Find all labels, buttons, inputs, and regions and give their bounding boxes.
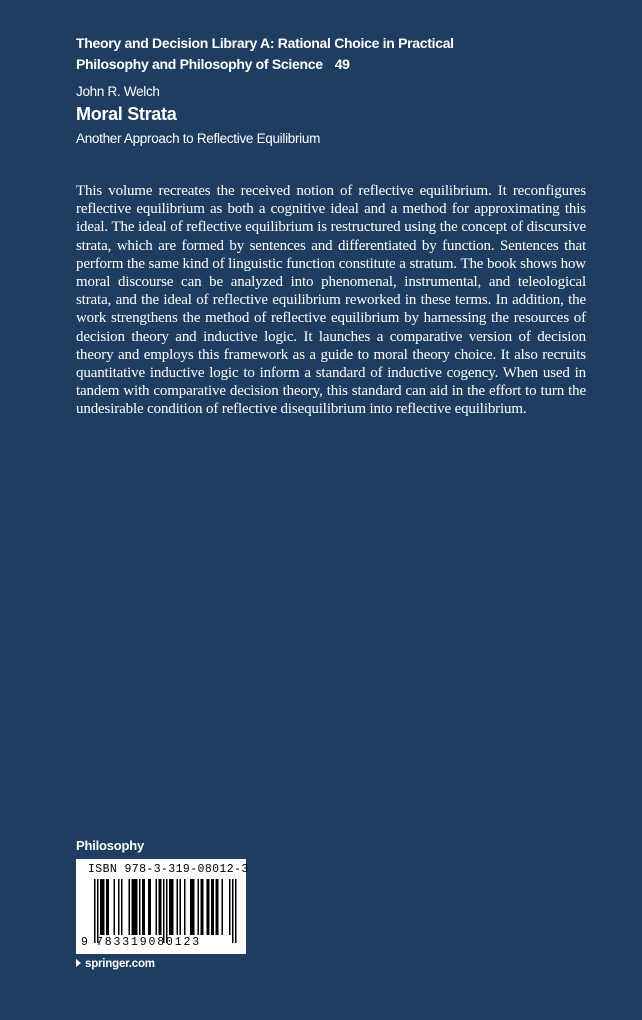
- barcode-bar: [132, 879, 134, 935]
- barcode-guard-bar: [166, 879, 168, 943]
- barcode-bar: [159, 879, 161, 935]
- barcode-guard-bar: [94, 879, 96, 943]
- barcode-bar: [133, 879, 135, 935]
- subject-category: Philosophy: [76, 838, 145, 853]
- barcode-bar: [114, 879, 116, 935]
- barcode-bar: [193, 879, 195, 935]
- series-info: [76, 33, 596, 75]
- barcode-bar: [213, 879, 215, 935]
- barcode-bar: [216, 879, 218, 935]
- barcode-bar: [160, 879, 162, 935]
- barcode-bar: [106, 879, 108, 935]
- author-name: John R. Welch: [76, 84, 160, 99]
- barcode-bar: [102, 879, 104, 935]
- barcode-bar: [118, 879, 120, 935]
- book-description: This volume recreates the received notion of reflective equilibrium. It reconfigures reflective equilibrium as both a cognitive ideal and a method for approximating this ideal. The ideal of reflective equilibrium is restructured using the concept of discursive strata, which are formed by sentences and differentiated by function. Sentences that perform the same kind of linguistic function constitute a stratum. The book shows how moral discourse can be analyzed into phenomenal, instrumental, and teleological strata, and the ideal of reflective equilibrium reworked in these terms. In addition, the work strengthens the method of reflective equilibrium by harnessing the resources of decision theory and inductive logic. It launches a comparative version of decision theory and employs this framework as a guide to moral theory choice. It also recruits quantitative inductive logic to inform a standard of inductive cogency. When used in tandem with comparative decision theory, this standard can aid in the effort to turn the undesirable condition of reflective disequilibrium into reflective equilibrium.: [76, 183, 586, 418]
- ean-first-digit: 9: [81, 936, 88, 949]
- barcode-bar: [121, 879, 123, 935]
- barcode-bar: [184, 879, 186, 935]
- barcode-guard-bar: [232, 879, 234, 943]
- barcode-bar: [190, 879, 192, 935]
- book-subtitle: Another Approach to Reflective Equilibrium: [76, 131, 321, 146]
- barcode-guard-bar: [163, 879, 165, 943]
- barcode-bar: [180, 879, 182, 935]
- series-name-line1: Theory and Decision Library A: Rational Choice in Practical: [76, 35, 454, 51]
- barcode-bar: [108, 879, 110, 935]
- ean-digits: 783319080123: [96, 936, 202, 949]
- barcode-bar: [150, 879, 152, 935]
- barcode-bar: [192, 879, 194, 935]
- book-title: Moral Strata: [76, 104, 177, 124]
- barcode-bar: [156, 879, 158, 935]
- barcode-bar: [172, 879, 174, 935]
- barcode-bar: [229, 879, 231, 935]
- barcode-bar: [169, 879, 171, 935]
- barcode-bar: [103, 879, 105, 935]
- barcode-guard-bar: [97, 879, 99, 943]
- barcode-bar: [171, 879, 173, 935]
- series-volume: 49: [334, 56, 350, 72]
- barcode-bar: [198, 879, 200, 935]
- barcode-bar: [217, 879, 219, 935]
- barcode-bar: [201, 879, 203, 935]
- barcode-bar: [139, 879, 141, 935]
- barcode-bar: [177, 879, 179, 935]
- isbn-barcode: [76, 859, 249, 954]
- barcode-bar: [135, 879, 137, 935]
- barcode-bar: [211, 879, 213, 935]
- barcode-bar: [142, 879, 144, 935]
- publisher-link[interactable]: [76, 958, 155, 970]
- series-name-line2: [76, 54, 596, 75]
- isbn-label: ISBN 978-3-319-08012-3: [88, 863, 249, 876]
- barcode-bar: [202, 879, 204, 935]
- barcode-bar: [144, 879, 146, 935]
- barcode-bar: [129, 879, 131, 935]
- barcode-bar: [136, 879, 138, 935]
- barcode-bar: [148, 879, 150, 935]
- barcode-guard-bar: [235, 879, 237, 943]
- barcode-bar: [207, 879, 209, 935]
- barcode-bar: [222, 879, 224, 935]
- barcode-bar: [208, 879, 210, 935]
- series-name-line2-text: Philosophy and Philosophy of Science: [76, 56, 323, 72]
- barcode-bar: [100, 879, 102, 935]
- triangle-arrow-icon: [76, 959, 81, 967]
- publisher-url: springer.com: [85, 958, 155, 970]
